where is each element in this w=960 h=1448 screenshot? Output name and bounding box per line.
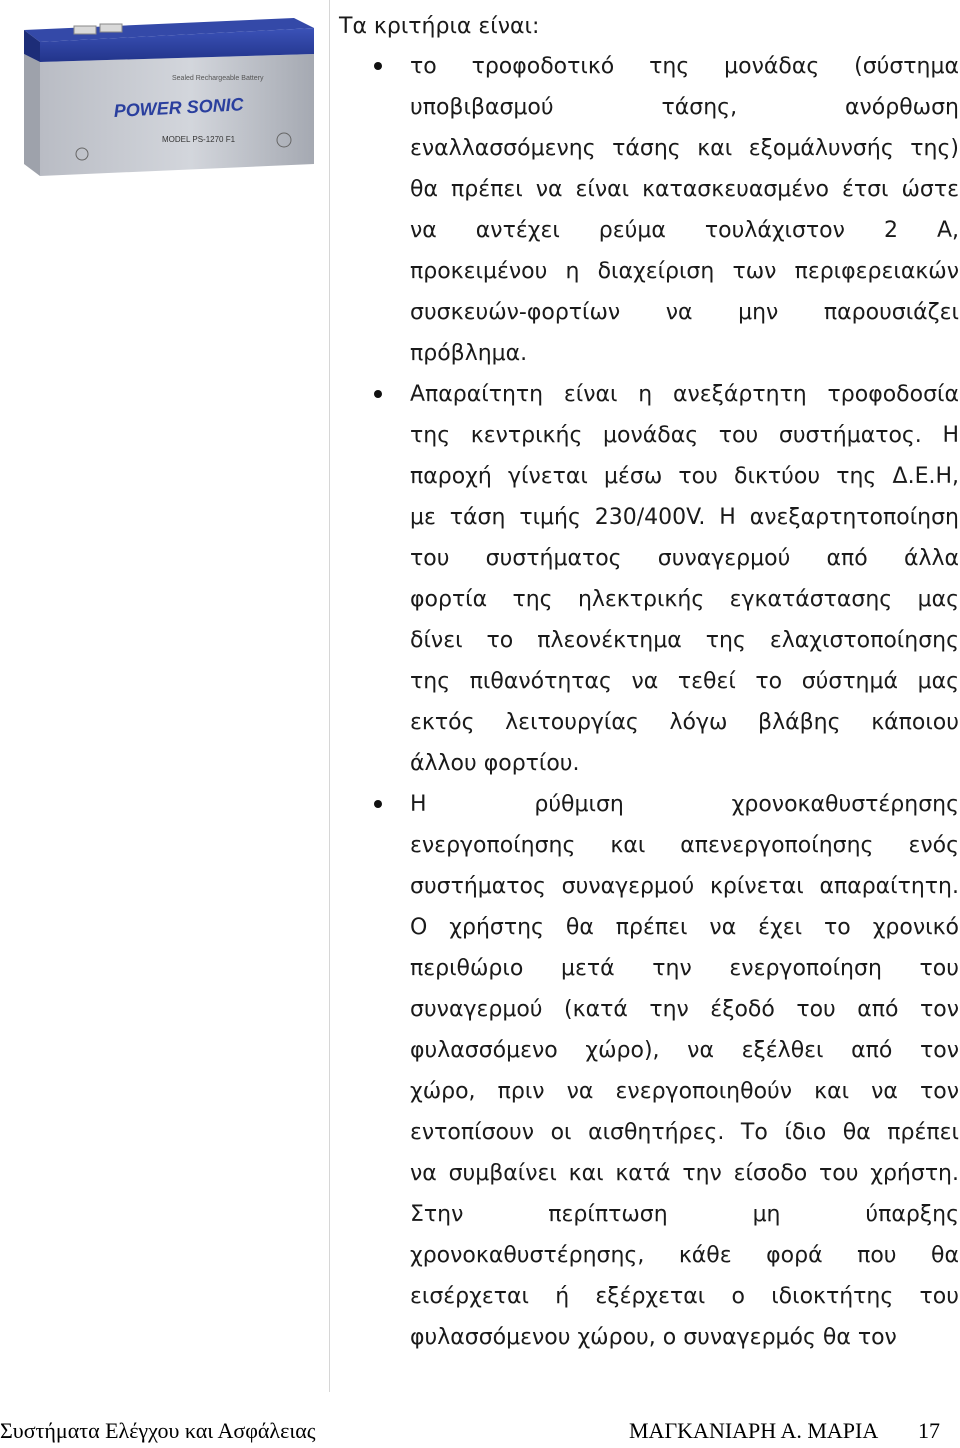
text-line: να συμβαίνει και κατά την είσοδο του χρήστη. [410, 1161, 959, 1186]
text-line: το τροφοδοτικό της μονάδας (σύστημα [410, 54, 959, 79]
text-line: θα πρέπει να είναι κατασκευασμένο έτσι ώστε [410, 177, 959, 202]
intro-text: Τα κριτήρια είναι: [339, 14, 540, 39]
text-line: δίνει το πλεονέκτημα της ελαχιστοποίησης [410, 628, 959, 653]
criteria-list [339, 46, 959, 1358]
text-line: του συστήματος συναγερμού από άλλα [410, 546, 959, 571]
list-item [339, 46, 959, 374]
text-line: φυλασσόμενο χώρο), να εξέλθει από τον [410, 1038, 959, 1063]
footer-title: Συστήματα Ελέγχου και Ασφάλειας [0, 1418, 316, 1443]
text-line: ενεργοποίησης και απενεργοποίησης ενός [410, 833, 959, 858]
text-line: Ο χρήστης θα πρέπει να έχει το χρονικό [410, 915, 959, 940]
battery-terminal-left [74, 26, 96, 34]
battery-brand: POWER SONIC [113, 94, 245, 122]
battery-model: MODEL PS-1270 F1 [162, 135, 236, 144]
text-line: συναγερμού (κατά την έξοδό του από τον [410, 997, 959, 1022]
text-line: παροχή γίνεται μέσω του δικτύου της Δ.Ε.Η, [410, 464, 959, 489]
text-line: άλλου φορτίου. [410, 751, 580, 776]
text-line: υποβιβασμού τάσης, ανόρθωση [410, 95, 959, 120]
text-line: Στην περίπτωση μη ύπαρξης [410, 1202, 959, 1227]
battery-body-side [24, 54, 40, 176]
text-line: Απαραίτητη είναι η ανεξάρτητη τροφοδοσία [410, 382, 959, 407]
battery-terminal-right [100, 24, 122, 32]
text-line: συσκευών-φορτίων να μην παρουσιάζει [410, 300, 959, 325]
battery-image [22, 14, 318, 184]
battery-top-label: Sealed Rechargeable Battery [172, 75, 264, 82]
list-item [339, 374, 959, 784]
text-line: πρόβλημα. [410, 341, 528, 366]
column-divider [329, 0, 330, 1392]
text-line: χρονοκαθυστέρησης, κάθε φορά που θα [410, 1243, 959, 1268]
text-line: φορτία της ηλεκτρικής εγκατάστασης μας [410, 587, 959, 612]
text-line: προκειμένου η διαχείριση των περιφερειακών [410, 259, 959, 284]
text-line: να αντέχει ρεύμα τουλάχιστον 2 Α, [410, 218, 959, 243]
page-number: 17 [918, 1418, 940, 1443]
footer-author: ΜΑΓΚΑΝΙΑΡΗ Α. ΜΑΡΙΑ [629, 1418, 879, 1443]
text-line: χώρο, πριν να ενεργοποιηθούν και να τον [410, 1079, 959, 1104]
bullet-icon [374, 390, 382, 398]
bullet-icon [374, 800, 382, 808]
text-line: εναλλασσόμενης τάσης και εξομάλυνσής της) [410, 136, 959, 161]
text-line: εκτός λειτουργίας λόγω βλάβης κάποιου [410, 710, 959, 735]
bullet-icon [374, 62, 382, 70]
text-line: Η ρύθμιση χρονοκαθυστέρησης [410, 792, 959, 817]
list-item [339, 784, 959, 1358]
text-line: περιθώριο μετά την ενεργοποίηση του [410, 956, 959, 981]
text-line: εισέρχεται ή εξέρχεται ο ιδιοκτήτης του [410, 1284, 959, 1309]
text-line: της πιθανότητας να τεθεί το σύστημά μας [410, 669, 959, 694]
page-footer [0, 1418, 960, 1448]
text-line: φυλασσόμενου χώρου, ο συναγερμός θα τον [410, 1325, 897, 1350]
text-line: της κεντρικής μονάδας του συστήματος. Η [410, 423, 959, 448]
text-line: συστήματος συναγερμού κρίνεται απαραίτητη. [410, 874, 959, 899]
main-text [339, 8, 959, 1358]
text-line: με τάση τιμής 230/400V. Η ανεξαρτητοποίηση [410, 505, 959, 530]
text-line: εντοπίσουν οι αισθητήρες. Το ίδιο θα πρέπει [410, 1120, 959, 1145]
